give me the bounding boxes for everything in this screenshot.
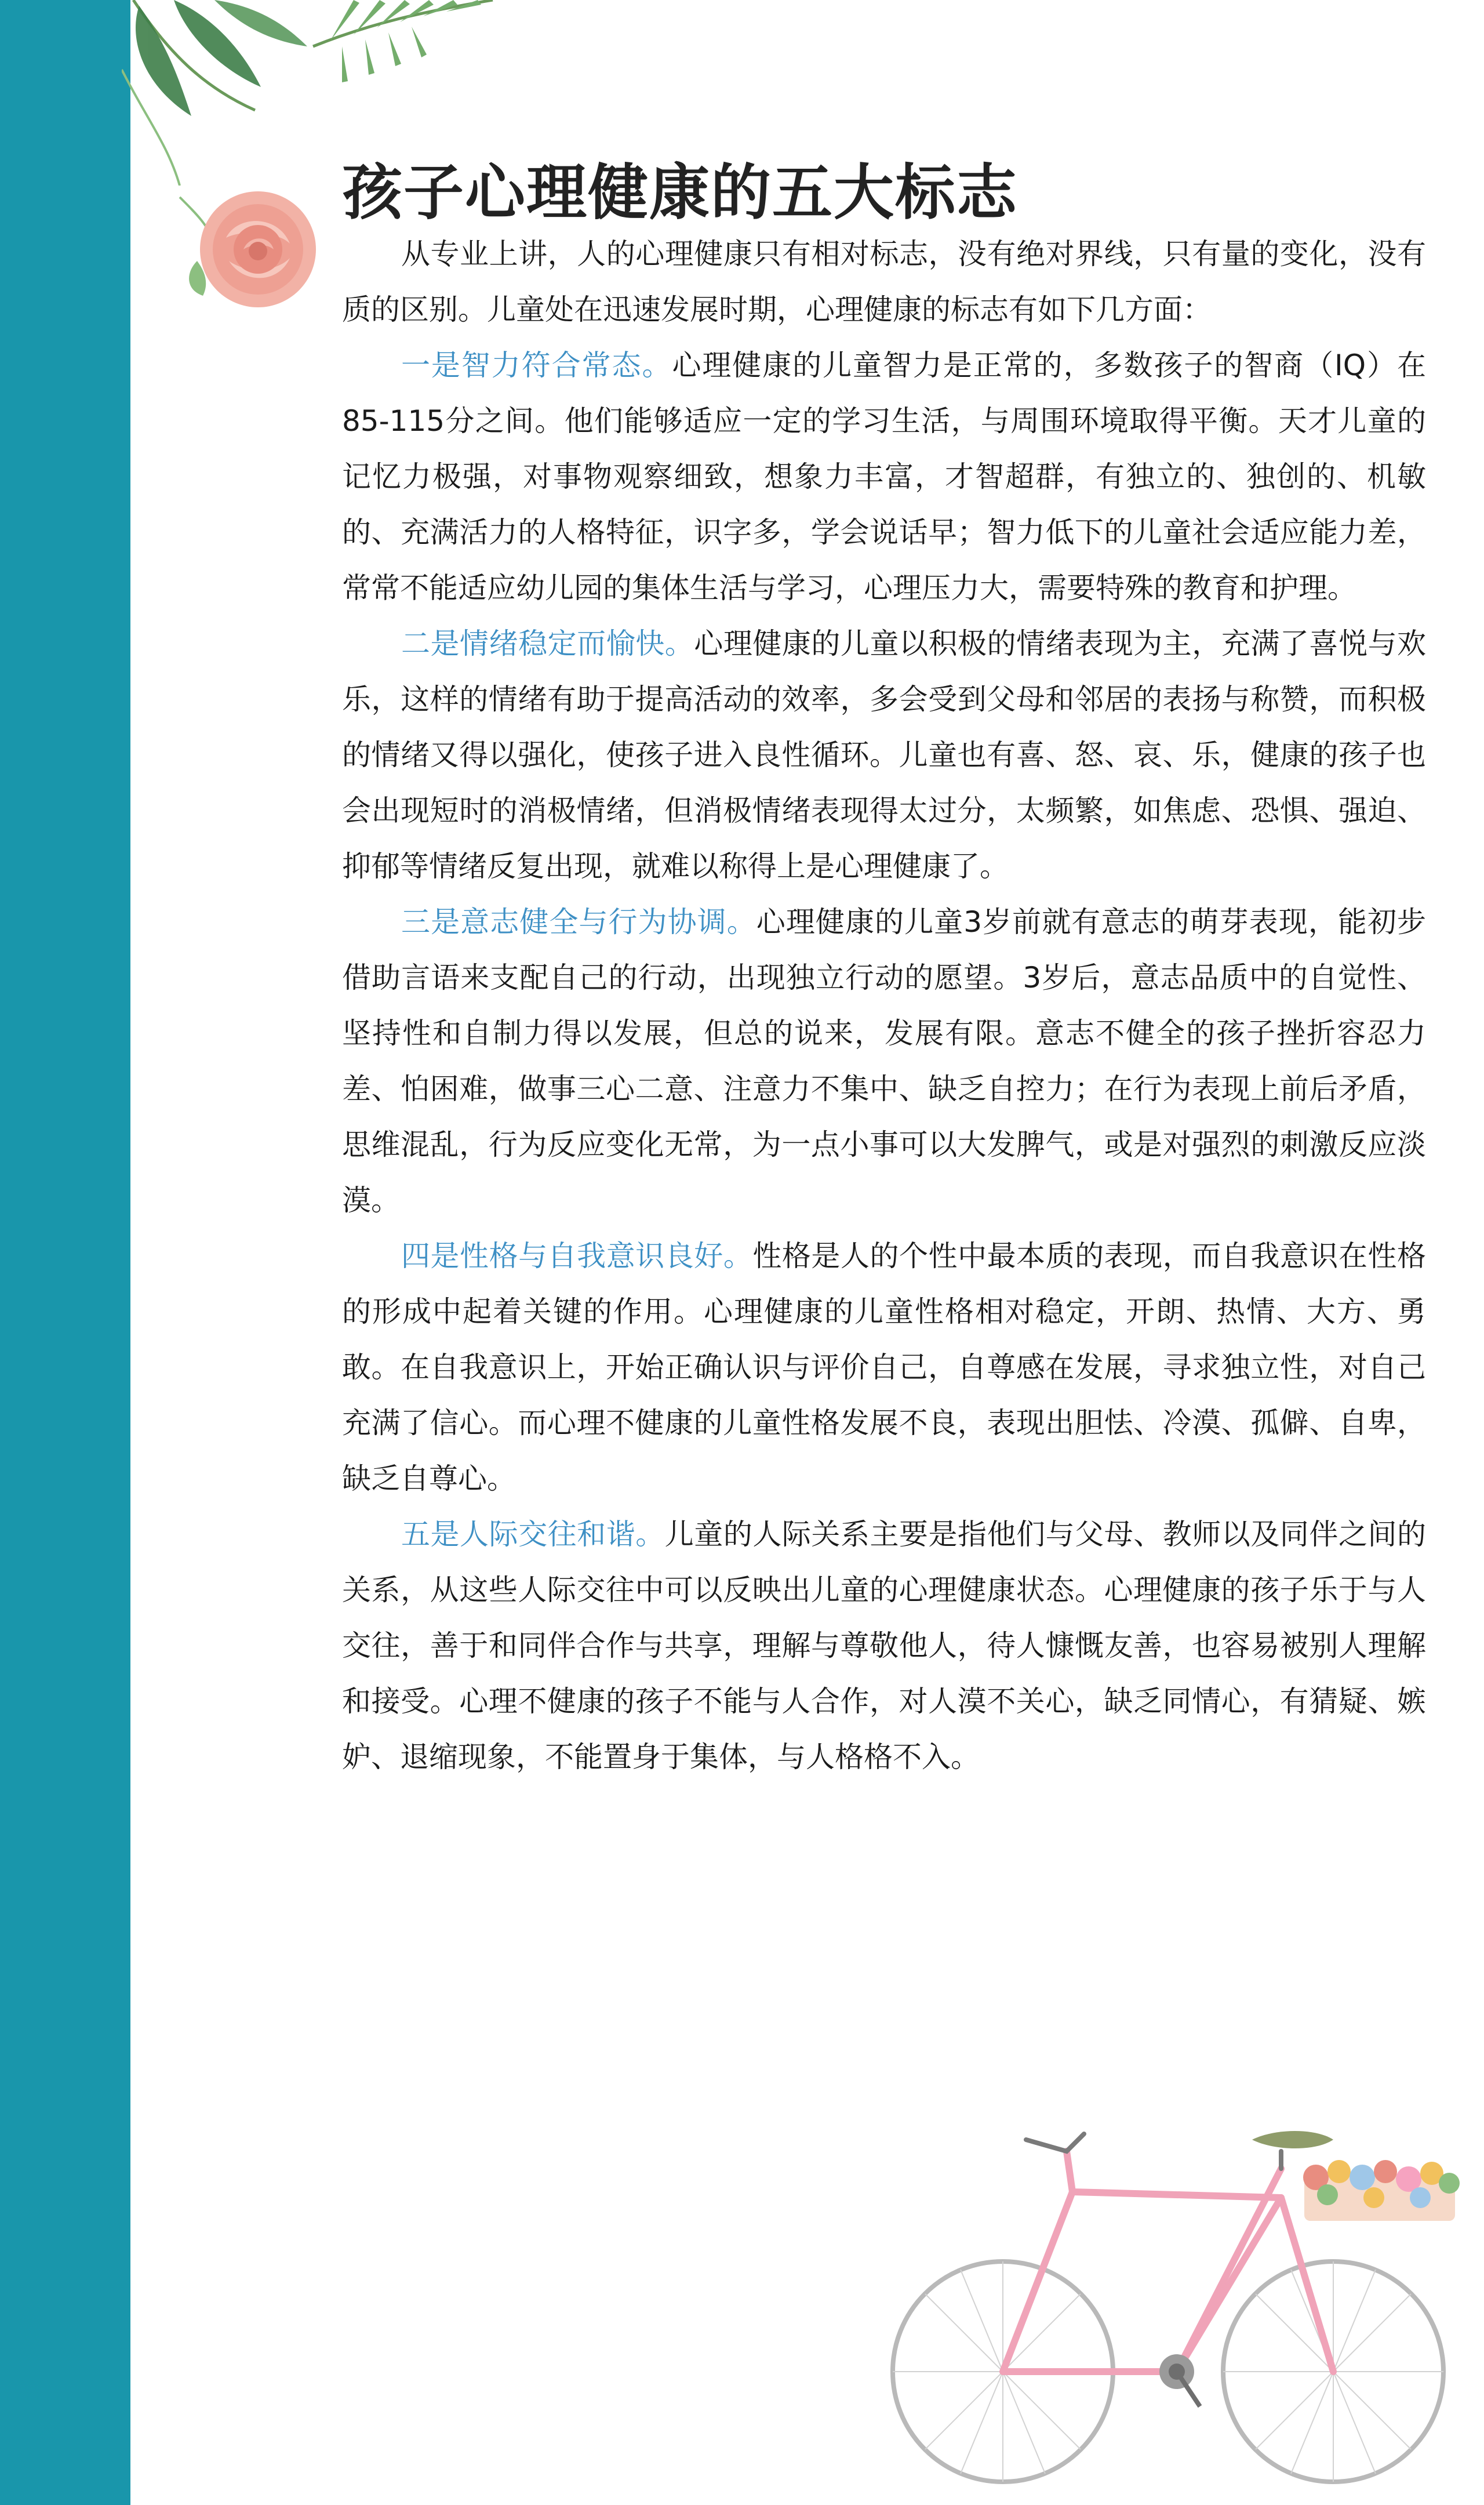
section-heading: 一是智力符合常态。 [401, 348, 672, 382]
section-body: 心理健康的儿童智力是正常的，多数孩子的智商（IQ）在85-115分之间。他们能够适应一定的学习生活，与周围环境取得平衡。天才儿童的记忆力极强，对事物观察细致，想象力丰富，才智超群，有独立的、独创的、机敏的、充满活力的人格特征，识字多，学会说话早；智力低下的儿童社会适应能力差，常常不能适应幼儿园的集体生活与学习，心理压力大，需要特殊的教育和护理。 [342, 348, 1427, 605]
intro-paragraph: 从专业上讲，人的心理健康只有相对标志，没有绝对界线，只有量的变化，没有质的区别。儿童处在迅速发展时期，心理健康的标志有如下几方面： [342, 237, 1426, 326]
section-paragraph [342, 616, 1426, 894]
bicycle-illustration [875, 2116, 1478, 2488]
article-body [342, 226, 1426, 1785]
section-paragraph [342, 337, 1426, 616]
section-body: 心理健康的儿童3岁前就有意志的萌芽表现，能初步借助言语来支配自己的行动，出现独立行动的愿望。3岁后，意志品质中的自觉性、坚持性和自制力得以发展，但总的说来，发展有限。意志不健全的孩子挫折容忍力差、怕困难，做事三心二意、注意力不集中、缺乏自控力；在行为表现上前后矛盾，思维混乱，行为反应变化无常，为一点小事可以大发脾气，或是对强烈的刺激反应淡漠。 [342, 905, 1427, 1217]
section-body: 性格是人的个性中最本质的表现，而自我意识在性格的形成中起着关键的作用。心理健康的儿童性格相对稳定，开朗、热情、大方、勇敢。在自我意识上，开始正确认识与评价自己，自尊感在发展，寻求独立性，对自己充满了信心。而心理不健康的儿童性格发展不良，表现出胆怯、冷漠、孤僻、自卑，缺乏自尊心。 [342, 1239, 1427, 1495]
left-sidebar-band [0, 0, 130, 2505]
flower-basket [1303, 2160, 1460, 2221]
section-paragraph [342, 1228, 1426, 1506]
page-title: 孩子心理健康的五大标志 [342, 156, 1019, 228]
rose-illustration [174, 174, 325, 325]
section-heading: 五是人际交往和谐。 [401, 1517, 665, 1551]
section-paragraph [342, 1506, 1426, 1785]
section-paragraph [342, 894, 1426, 1228]
section-body: 心理健康的儿童以积极的情绪表现为主，充满了喜悦与欢乐，这样的情绪有助于提高活动的效率，多会受到父母和邻居的表扬与称赞，而积极的情绪又得以强化，使孩子进入良性循环。儿童也有喜、怒、哀、乐，健康的孩子也会出现短时的消极情绪，但消极情绪表现得太过分，太频繁，如焦虑、恐惧、强迫、抑郁等情绪反复出现，就难以称得上是心理健康了。 [342, 627, 1427, 883]
section-heading: 四是性格与自我意识良好。 [401, 1239, 753, 1273]
section-body: 儿童的人际关系主要是指他们与父母、教师以及同伴之间的关系，从这些人际交往中可以反映出儿童的心理健康状态。心理健康的孩子乐于与人交往，善于和同伴合作与共享，理解与尊敬他人，待人慷慨友善，也容易被别人理解和接受。心理不健康的孩子不能与人合作，对人漠不关心，缺乏同情心，有猜疑、嫉妒、退缩现象，不能置身于集体，与人格格不入。 [342, 1517, 1426, 1774]
section-heading: 三是意志健全与行为协调。 [401, 905, 756, 939]
section-heading: 二是情绪稳定而愉快。 [401, 627, 694, 660]
